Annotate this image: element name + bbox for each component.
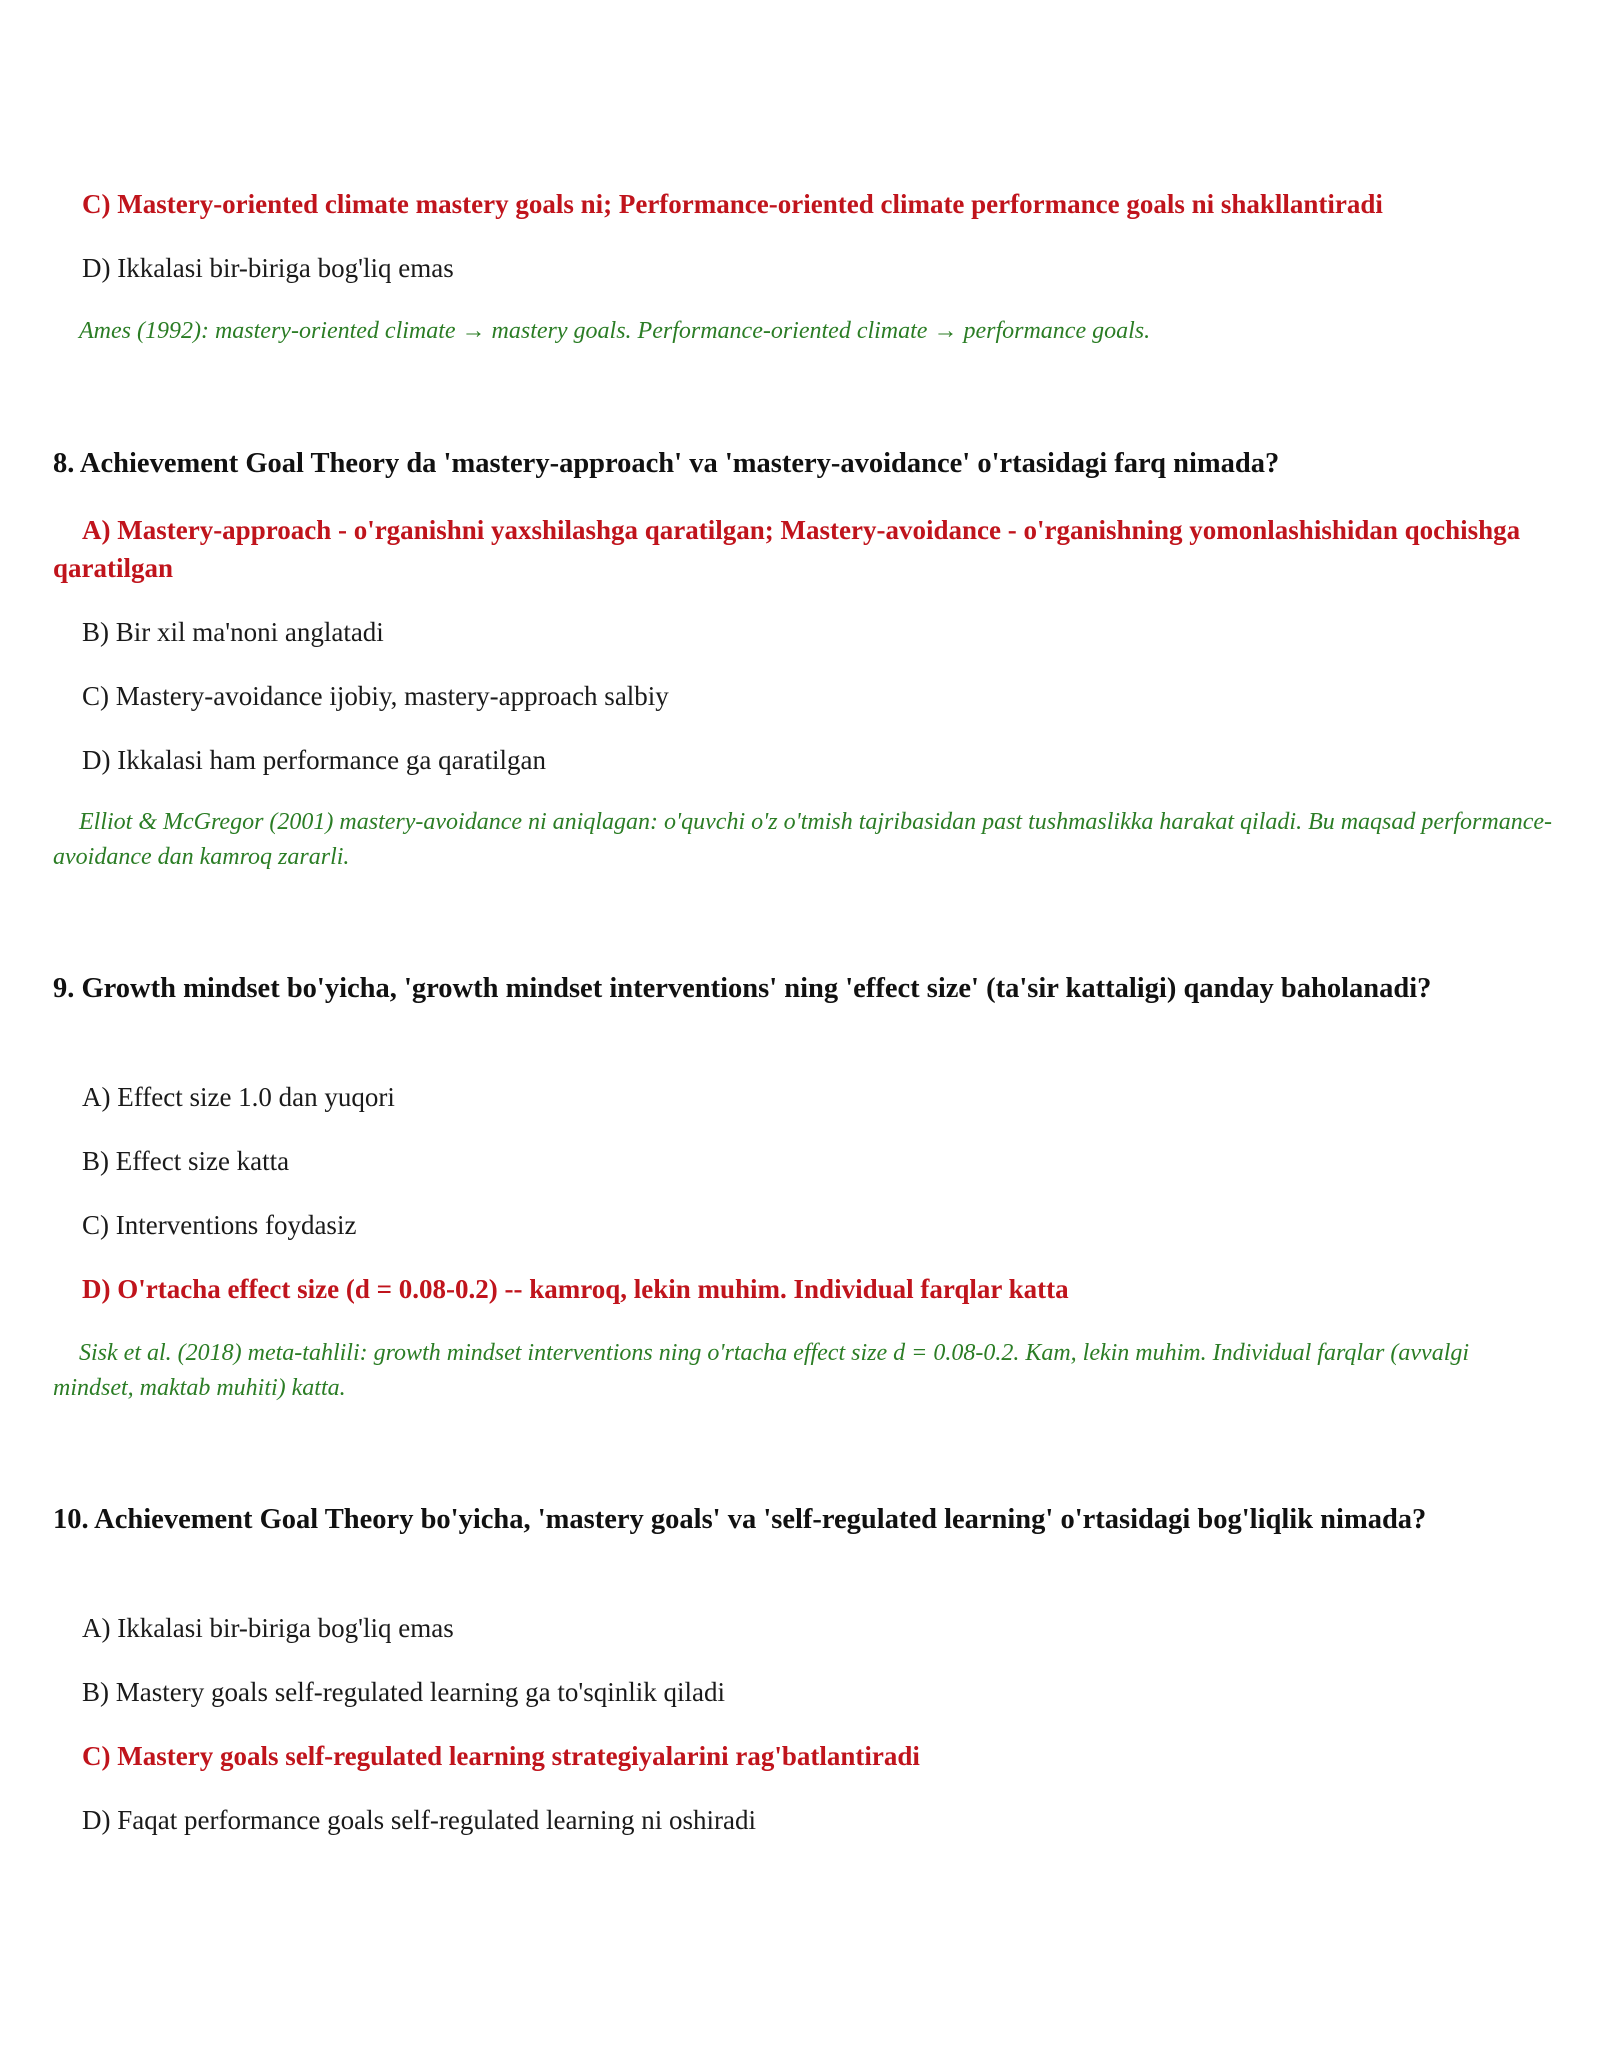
option-c-correct: C) Mastery goals self-regulated learning strategiyalarini rag'batlantiradi xyxy=(82,1741,920,1771)
option-b: B) Bir xil ma'noni anglatadi xyxy=(82,617,384,647)
option-d: D) Ikkalasi ham performance ga qaratilgan xyxy=(82,745,547,775)
explanation: Ames (1992): mastery-oriented climate → mastery goals. Performance-oriented climate → performance goals. xyxy=(79,318,1151,344)
option-a-correct: A) Mastery-approach - o'rganishni yaxshilashga qaratilgan; Mastery-avoidance - o'rganishning yomonlashishidan qochishga qaratilgan xyxy=(53,515,1521,583)
option-c-correct: C) Mastery-oriented climate mastery goals ni; Performance-oriented climate performance goals ni shakllantiradi xyxy=(82,189,1383,219)
option-c: C) Interventions foydasiz xyxy=(82,1210,357,1240)
question-title: 10. Achievement Goal Theory bo'yicha, 'mastery goals' va 'self-regulated learning' o'rtasidagi bog'liqlik nimada? xyxy=(53,1504,1427,1535)
option-d: D) Ikkalasi bir-biriga bog'liq emas xyxy=(82,253,454,283)
question-title: 9. Growth mindset bo'yicha, 'growth mindset interventions' ning 'effect size' (ta'sir kattaligi) qanday baholanadi? xyxy=(53,973,1432,1004)
option-a: A) Effect size 1.0 dan yuqori xyxy=(82,1082,395,1112)
explanation: Elliot & McGregor (2001) mastery-avoidance ni aniqlagan: o'quvchi o'z o'tmish tajribasidan past tushmaslikka harakat qiladi. Bu maqsad performance-avoidance dan kamroq zararli. xyxy=(53,809,1553,870)
option-a: A) Ikkalasi bir-biriga bog'liq emas xyxy=(82,1613,454,1643)
option-b: B) Mastery goals self-regulated learning ga to'sqinlik qiladi xyxy=(82,1677,725,1707)
option-c: C) Mastery-avoidance ijobiy, mastery-approach salbiy xyxy=(82,681,669,711)
option-d-correct: D) O'rtacha effect size (d = 0.08-0.2) -- kamroq, lekin muhim. Individual farqlar katta xyxy=(82,1274,1069,1304)
question-title: 8. Achievement Goal Theory da 'mastery-approach' va 'mastery-avoidance' o'rtasidagi farq nimada? xyxy=(53,448,1280,479)
option-b: B) Effect size katta xyxy=(82,1146,290,1176)
option-d: D) Faqat performance goals self-regulated learning ni oshiradi xyxy=(82,1805,756,1835)
explanation: Sisk et al. (2018) meta-tahlili: growth mindset interventions ning o'rtacha effect size d = 0.08-0.2. Kam, lekin muhim. Individual farqlar (avvalgi mindset, maktab muhiti) katta. xyxy=(53,1340,1470,1401)
